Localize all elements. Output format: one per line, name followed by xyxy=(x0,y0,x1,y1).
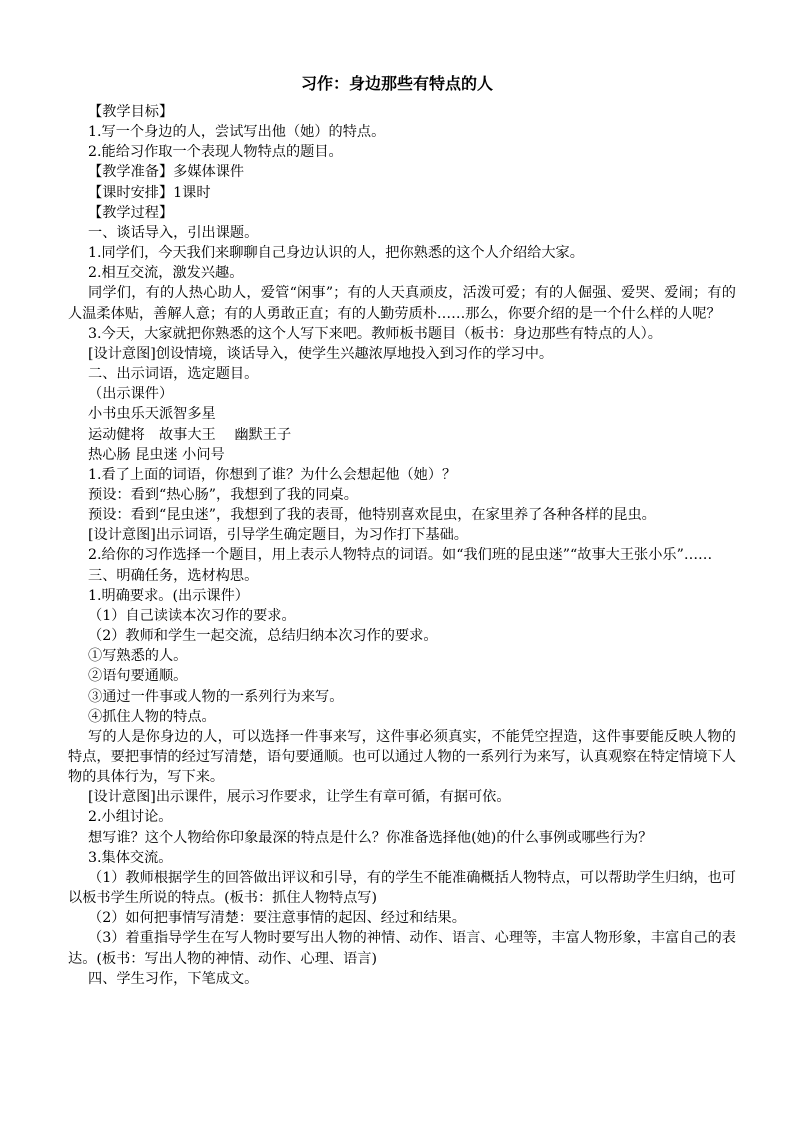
paragraph-line: ④抓住人物的特点。 xyxy=(88,708,216,725)
paragraph-line: ③通过一件事或人物的一系列行为来写。 xyxy=(88,688,344,705)
paragraph-line: 写的人是你身边的人，可以选择一件事来写，这件事必须真实，不能凭空捏造，这件事要能反映人物的特点，要把事情的经过写清楚，语句要通顺。也可以通过人物的一系列行为来写，认真观察在特定情境下人物的具体行为，写下来。 xyxy=(68,728,736,786)
paragraph-line: 1.看了上面的词语，你想到了谁？为什么会想起他（她）？ xyxy=(88,466,457,483)
paragraph-line: [设计意图]创设情境，谈话导入，使学生兴趣浓厚地投入到习作的学习中。 xyxy=(88,345,554,362)
paragraph-line: 【课时安排】1课时 xyxy=(88,184,211,201)
paragraph-line: （3）着重指导学生在写人物时要写出人物的神情、动作、语言、心理等，丰富人物形象，丰富自己的表达。(板书：写出人物的神情、动作、心理、语言) xyxy=(68,930,736,967)
paragraph-line: ①写熟悉的人。 xyxy=(88,648,188,665)
paragraph-line: 【教学目标】 xyxy=(88,104,174,120)
paragraph-line: 2.相互交流，激发兴趣。 xyxy=(88,265,244,282)
paragraph-line: 三、明确任务，选材构思。 xyxy=(88,567,259,584)
paragraph-line: 想写谁？这个人物给你印象最深的特点是什么？你准备选择他(她)的什么事例或哪些行为？ xyxy=(88,829,653,846)
paragraph-line: 3.集体交流。 xyxy=(88,849,173,866)
paragraph-line: 1.同学们，今天我们来聊聊自己身边认识的人，把你熟悉的这个人介绍给大家。 xyxy=(88,245,584,262)
paragraph-line: （2）教师和学生一起交流，总结归纳本次习作的要求。 xyxy=(88,628,438,645)
paragraph-line: 四、学生习作，下笔成文。 xyxy=(88,970,259,987)
paragraph-line: 一、谈话导入，引出课题。 xyxy=(88,224,259,241)
paragraph-line: 2.能给习作取一个表现人物特点的题目。 xyxy=(88,144,343,161)
paragraph-line: （出示课件） xyxy=(88,386,174,403)
paragraph-line: ②语句要通顺。 xyxy=(88,668,188,685)
paragraph-line: （1）教师根据学生的回答做出评议和引导，有的学生不能准确概括人物特点，可以帮助学生归纳，也可以板书学生所说的特点。(板书：抓住人物特点写) xyxy=(68,869,736,907)
paragraph-line: [设计意图]出示课件，展示习作要求，让学生有章可循，有据可依。 xyxy=(88,789,511,806)
document-body xyxy=(68,102,736,989)
paragraph-line: 2.给你的习作选择一个题目，用上表示人物特点的词语。如“我们班的昆虫迷”“故事大王张小乐”…… xyxy=(88,547,713,564)
paragraph-line: 【教学准备】多媒体课件 xyxy=(88,164,245,181)
paragraph-line: 同学们，有的人热心助人，爱管“闲事”；有的人天真顽皮，活泼可爱；有的人倔强、爱哭、爱闹；有的人温柔体贴，善解人意；有的人勇敢正直；有的人勤劳质朴……那么，你要介绍的是一个什么样的人呢？ xyxy=(68,285,736,322)
paragraph-line: 热心肠 昆虫迷 小问号 xyxy=(88,446,225,463)
document-title: 习作：身边那些有特点的人 xyxy=(300,74,493,93)
paragraph-line: （1）自己读读本次习作的要求。 xyxy=(88,607,296,624)
paragraph-line: 二、出示词语，选定题目。 xyxy=(88,366,259,383)
paragraph-line: 2.小组讨论。 xyxy=(88,809,173,826)
paragraph-line: 1.写一个身边的人，尝试写出他（她）的特点。 xyxy=(88,124,386,141)
paragraph-line: 3.今天，大家就把你熟悉的这个人写下来吧。教师板书题目（板书：身边那些有特点的人）。 xyxy=(88,325,662,342)
paragraph-line: [设计意图]出示词语，引导学生确定题目，为习作打下基础。 xyxy=(88,527,468,544)
paragraph-line: 小书虫乐天派智多星 xyxy=(88,406,216,423)
paragraph-line: 预设：看到“热心肠”，我想到了我的同桌。 xyxy=(88,486,358,503)
paragraph-line: 运动健将 故事大王 幽默王子 xyxy=(88,426,292,443)
paragraph-line: 1.明确要求。(出示课件） xyxy=(88,587,249,604)
paragraph-line: （2）如何把事情写清楚：要注意事情的起因、经过和结果。 xyxy=(88,910,466,927)
paragraph-line: 预设：看到“昆虫迷”，我想到了我的表哥，他特别喜欢昆虫，在家里养了各种各样的昆虫。 xyxy=(88,507,656,524)
paragraph-line: 【教学过程】 xyxy=(88,204,174,221)
